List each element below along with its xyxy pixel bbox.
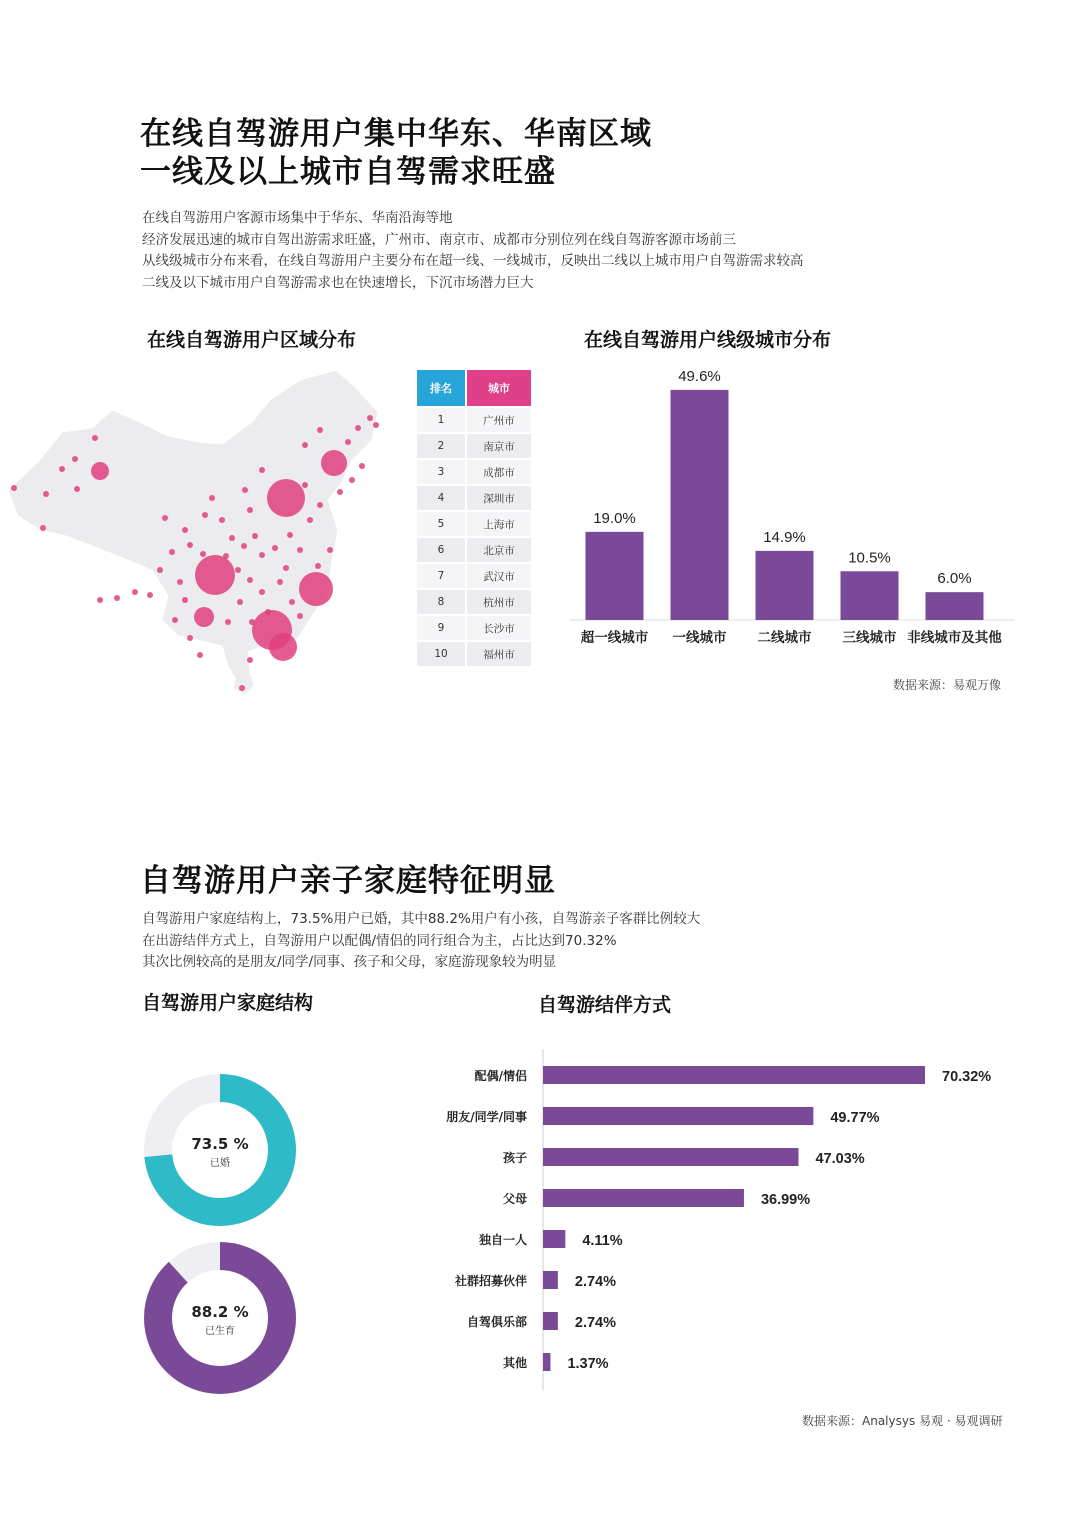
city-cell: 武汉市: [467, 564, 531, 588]
section1-description: [142, 208, 804, 294]
companion-bar: [543, 1066, 925, 1084]
tier-value-label: 6.0%: [937, 570, 972, 588]
section1-source: 数据来源：易观万像: [893, 678, 1002, 692]
tier-bar: [756, 551, 814, 620]
table-row: [417, 512, 531, 536]
companion-bar: [543, 1312, 558, 1330]
tier-chart-title: 在线自驾游用户线级城市分布: [584, 329, 832, 351]
map-title: 在线自驾游用户区域分布: [147, 329, 357, 351]
companion-category-label: 配偶/情侣: [474, 1069, 527, 1083]
tier-value-label: 19.0%: [593, 509, 636, 527]
city-cell: 上海市: [467, 512, 531, 536]
section1-title: [140, 115, 652, 191]
tier-category-label: 二线城市: [757, 630, 812, 646]
table-row: [417, 616, 531, 640]
tier-category-label: 一线城市: [672, 630, 727, 646]
tier-category-label: 非线城市及其他: [907, 630, 1002, 646]
tier-bar-chart: [560, 350, 1030, 660]
companion-category-label: 其他: [502, 1356, 527, 1370]
companion-value-label: 1.37%: [567, 1356, 609, 1372]
companion-category-label: 孩子: [502, 1151, 527, 1165]
companion-category-label: 自驾俱乐部: [466, 1315, 527, 1329]
companion-category-label: 社群招募伙伴: [454, 1274, 527, 1288]
tier-category-label: 三线城市: [842, 630, 897, 646]
section1-desc-line: 二线及以下城市用户自驾游需求也在快速增长，下沉市场潜力巨大: [142, 274, 534, 291]
tier-value-label: 10.5%: [848, 549, 891, 567]
companion-category-label: 朋友/同学/同事: [446, 1110, 527, 1124]
companion-value-label: 2.74%: [574, 1274, 617, 1290]
section1-desc-line: 从线级城市分布来看，在线自驾游用户主要分布在超一线、一线城市，反映出二线以上城市用户自驾游需求较高: [142, 253, 804, 269]
tier-bar: [586, 532, 644, 620]
tier-bar: [926, 592, 984, 620]
city-cell: 福州市: [467, 642, 531, 666]
children-caption: 已生育: [205, 1326, 235, 1337]
companion-bar: [543, 1230, 565, 1248]
tier-bar: [671, 390, 729, 620]
companion-value-label: 49.77%: [830, 1110, 880, 1126]
table-row: [417, 538, 531, 562]
tier-bar: [841, 571, 899, 620]
rank-cell: 3: [417, 460, 465, 484]
section2-desc-line: 其次比例较高的是朋友/同学/同事、孩子和父母，家庭游现象较为明显: [142, 954, 557, 970]
tier-value-label: 49.6%: [678, 367, 721, 385]
city-ranking-table: [415, 368, 533, 668]
table-row: [417, 408, 531, 432]
companion-value-label: 4.11%: [582, 1233, 623, 1249]
companion-bar: [543, 1353, 550, 1371]
companion-category-label: 独自一人: [478, 1233, 527, 1247]
city-cell: 成都市: [467, 460, 531, 484]
hainan-island: [234, 674, 254, 694]
rank-cell: 10: [417, 642, 465, 666]
companion-value-label: 2.74%: [574, 1315, 617, 1331]
section1-title-line1: 在线自驾游用户集中华东、华南区域: [140, 116, 652, 152]
table-row: [417, 434, 531, 458]
section2-source: 数据来源：Analysys 易观 · 易观调研: [802, 1414, 1003, 1428]
rank-cell: 8: [417, 590, 465, 614]
section2-desc-line: 自驾游用户家庭结构上，73.5%用户已婚，其中88.2%用户有小孩，自驾游亲子客群比例较大: [142, 911, 701, 927]
companion-value-label: 70.32%: [942, 1069, 992, 1085]
companion-bar: [543, 1148, 798, 1166]
tier-category-label: 超一线城市: [580, 630, 649, 646]
china-map: [0, 370, 400, 700]
table-header-city: 城市: [467, 370, 531, 406]
family-structure-title: 自驾游用户家庭结构: [142, 992, 314, 1014]
companion-bar: [543, 1107, 813, 1125]
rank-cell: 2: [417, 434, 465, 458]
section1-desc-line: 经济发展迅速的城市自驾出游需求旺盛，广州市、南京市、成都市分别位列在线自驾游客源市场前三: [142, 231, 736, 248]
companion-value-label: 47.03%: [815, 1151, 865, 1167]
companion-bar-chart: [430, 1045, 1030, 1395]
city-cell: 南京市: [467, 434, 531, 458]
rank-cell: 7: [417, 564, 465, 588]
table-row: [417, 564, 531, 588]
city-cell: 长沙市: [467, 616, 531, 640]
table-row: [417, 642, 531, 666]
rank-cell: 1: [417, 408, 465, 432]
table-row: [417, 460, 531, 484]
city-cell: 杭州市: [467, 590, 531, 614]
city-cell: 北京市: [467, 538, 531, 562]
section2-description: [142, 909, 700, 974]
children-percent-label: 88.2 %: [191, 1303, 249, 1321]
rank-cell: 5: [417, 512, 465, 536]
section1-title-line2: 一线及以上城市自驾需求旺盛: [140, 154, 556, 190]
companion-bar: [543, 1271, 558, 1289]
married-percent-label: 73.5 %: [191, 1135, 249, 1153]
table-header-row: [417, 370, 531, 406]
section2-title: 自驾游用户亲子家庭特征明显: [140, 863, 556, 899]
section2-desc-line: 在出游结伴方式上，自驾游用户以配偶/情侣的同行组合为主，占比达到70.32%: [142, 932, 617, 949]
rank-cell: 4: [417, 486, 465, 510]
table-row: [417, 590, 531, 614]
companion-bar: [543, 1189, 744, 1207]
married-caption: 已婚: [210, 1158, 230, 1169]
companion-category-label: 父母: [502, 1192, 527, 1206]
city-cell: 深圳市: [467, 486, 531, 510]
table-header-rank: 排名: [417, 370, 465, 406]
rank-cell: 6: [417, 538, 465, 562]
companion-value-label: 36.99%: [760, 1192, 811, 1208]
tier-value-label: 14.9%: [763, 528, 806, 546]
china-map-outline: [8, 370, 378, 690]
companion-chart-title: 自驾游结伴方式: [538, 994, 672, 1016]
rank-cell: 9: [417, 616, 465, 640]
section1-desc-line: 在线自驾游用户客源市场集中于华东、华南沿海等地: [142, 210, 453, 226]
children-donut-chart: [140, 1238, 300, 1398]
table-row: [417, 486, 531, 510]
city-cell: 广州市: [467, 408, 531, 432]
married-donut-chart: [140, 1070, 300, 1230]
